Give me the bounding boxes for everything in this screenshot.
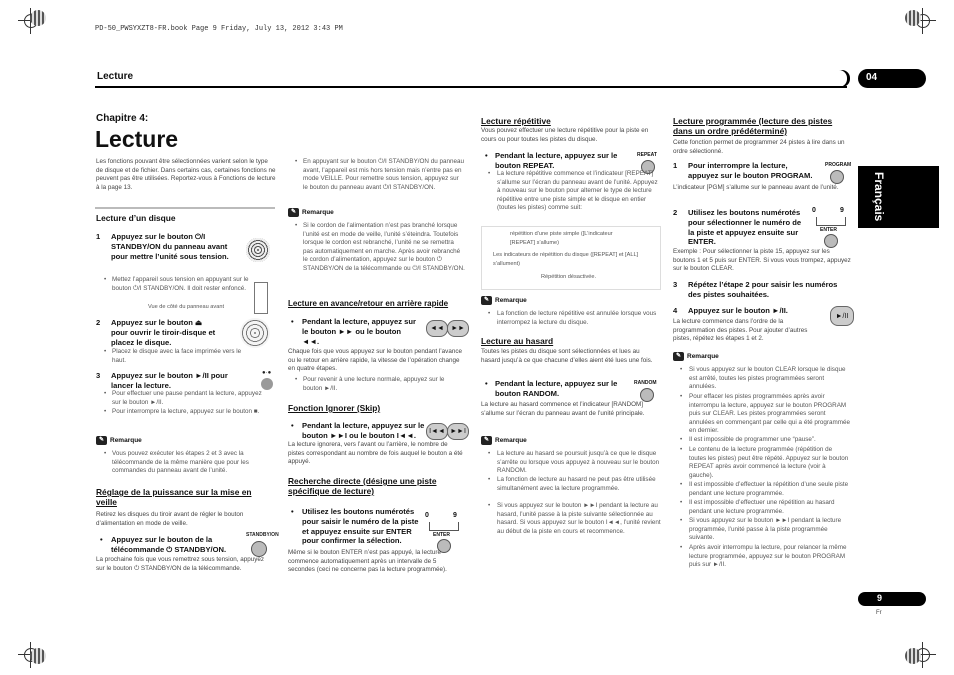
random-note2: La fonction de lecture au hasard ne peut pas être utilisée simultanément avec la lecture programmée.	[497, 476, 656, 492]
random-note1: La lecture au hasard se poursuit jusqu’à ce que le disque s’arrête ou lorsque vous appuyez à nouveau sur le bouton RANDOM.	[497, 450, 660, 475]
program-step1: Pour interrompre la lecture, appuyez sur le bouton PROGRAM.	[688, 161, 813, 180]
book-header: PD-50_PWSYXZT8-FR.book Page 9 Friday, July 13, 2012 3:43 PM	[95, 25, 343, 33]
flow-step3: Répétition désactivée.	[541, 274, 597, 280]
skip-text: La lecture ignorera, vers l’avant ou l’arrière, le nombre de pistes correspondant au nombre de fois auquel le bouton a été appuyé.	[288, 441, 463, 466]
note-icon: ✎	[481, 296, 492, 305]
page-number: 9	[877, 593, 883, 603]
disc-tray-icon	[240, 318, 270, 348]
program-note8: Après avoir interrompu la lecture, pour relancer la même lecture programmée, appuyez sur le bouton PROGRAM puis sur ►/II.	[689, 544, 847, 569]
side-view-caption: Vue de côté du panneau avant	[148, 304, 224, 310]
registration-mark-icon	[30, 648, 46, 664]
note-heading: ✎ Remarque	[288, 208, 334, 217]
program-note4: Le contenu de la lecture programmée (répétition de toutes les pistes) peut être répété. Appuyez sur le bouton REPEAT après avoir commencé la lecture (voir à gauche).	[689, 446, 849, 479]
note-heading: ✎ Remarque	[96, 436, 142, 445]
step1: Appuyez sur le bouton ⏻/I STANDBY/ON du panneau avant pour mettre l’unité sous tension.	[111, 232, 229, 261]
next-track-icon: ►►I	[447, 423, 469, 440]
repeat-note1: La fonction de lecture répétitive est annulée lorsque vous interrompez la lecture du disque.	[497, 310, 657, 326]
enter-button-icon	[824, 234, 838, 248]
registration-mark-icon	[30, 10, 46, 26]
play-pause-button-icon: ►/II	[830, 306, 854, 326]
program-step4-text: La lecture commence dans l’ordre de la programmation des pistes. Pour ajouter d’autres pistes, répétez les étapes 1 et 2.	[673, 318, 808, 343]
step2: Appuyez sur le bouton ⏏ pour ouvrir le tiroir-disque et placez le disque.	[111, 318, 216, 347]
s2-title: Réglage de la puissance sur la mise en veille	[96, 487, 252, 507]
random-note3: Si vous appuyez sur le bouton ►►I pendant la lecture au hasard, l’unité passe à la piste suivante sélectionnée au hasard. Si vous appuyez sur le bouton I◄◄, l’unité revient au début de la piste en cours et recommence.	[497, 502, 661, 535]
s2-text: Retirez les disques du tiroir avant de régler le bouton d’alimentation en mode de veille.	[96, 511, 244, 527]
ff-text: Chaque fois que vous appuyez sur le bouton pendant l’avance ou le retour en arrière rapide, la vitesse de l’opération change en quatre étapes.	[288, 348, 462, 373]
registration-mark-icon	[905, 648, 921, 664]
program-note7: Si vous appuyez sur le bouton ►►I pendant la lecture programmée, l’unité passe à la piste programmée suivante.	[689, 517, 842, 542]
random-text2: La lecture au hasard commence et l’indicateur [RANDOM] s’allume sur l’écran du panneau avant de l’unité principale.	[481, 401, 645, 417]
program-text: Cette fonction permet de programmer 24 pistes à lire dans un ordre sélectionné.	[673, 139, 845, 155]
random-text: Toutes les pistes du disque sont sélectionnées et lues au hasard jusqu’à ce que chacune d’elles aient été lues une fois.	[481, 348, 653, 364]
note-icon: ✎	[96, 436, 107, 445]
section-title: Lecture	[97, 71, 134, 82]
manual-page: PD-50_PWSYXZT8-FR.book Page 9 Friday, July 13, 2012 3:43 PM Lecture 04 Français 9 Fr Chapitre 4: Lecture Les fonctions pouvant être sélectionnées varient selon le type de disque et de fichier. Dans certains cas, certaines fonctions ne peuvent pas être utilisées. Reportez-vous à Fonctions de lecture à la page 13. Lecture d’un disque 1 Appuyez sur le bouton ⏻/I STANDBY/ON du panneau avant pour mettre l’unité sous tension. • Mettez l’appareil sous tension en appuyant sur le bouton ⏻/I STANDBY/ON. Il doit rester enfoncé. Vue de côté du panneau avant 2 Appuyez sur le bouton ⏏ pour ouvrir le tiroir-disque et placez le disque. • Placez le disque avec la face imprimée vers le haut. 3 Appuyez sur le bouton ►/II pour lancer la lecture. ●·● • Pour effectuer une pause pendant la lecture, appuyez sur le bouton ►/II. • Pour interrompre la lecture, appuyez sur le bouton ■. ✎ Remarque • Vous pouvez exécuter les étapes 2 et 3 avec la télécommande de la même manière que pour les commandes du panneau avant de l’unité. Réglage de la puissance sur la mise en veille Retirez les disques du tiroir avant de régler le bouton d’alimentation en mode de veille. • Appuyez sur le bouton de la télécommande ⏻ STANDBY/ON. STANDBY/ON La prochaine fois que vous remettrez sous tension, appuyez sur le bouton ⏻ STANDBY/ON de la télécommande. • En appuyant sur le bouton ⏻/I STANDBY/ON du panneau avant, l’appareil est mis hors tension mais n’entre pas en mode VEILLE. Pour remettre sous tension, appuyez sur le bouton du panneau avant ⏻/I STANDBY/ON. ✎ Remarque • Si le cordon de l’alimentation n’est pas branché lorsque l’unité est en mode de veille, l’unité s’éteindra. Toutefois lorsque le cordon est rebranché, l’unité ne se remettra pas automatiquement en marche. Après avoir rebranché le cordon d’alimentation, appuyez sur le bouton ⏻ STANDBY/ON de la télécommande ou ⏻/I STANDBY/ON. Lecture en avance/retour en arrière rapide • Pendant la lecture, appuyez sur le bouton ►► ou le bouton ◄◄. ◄◄ ►► Chaque fois que vous appuyez sur le bouton pendant l’avance ou le retour en arrière rapide, la vitesse de l’opération change en quatre étapes. • Pour revenir à une lecture normale, appuyez sur le bouton ►/II. Fonction Ignorer (Skip) • Pendant la lecture, appuyez sur le bouton ►►I ou le bouton I◄◄. I◄◄ ►►I La lecture ignorera, vers l’avant ou l’arrière, le nombre de pistes correspondant au nombre de fois auquel le bouton a été appuyé. Recherche directe (désigne une piste spécifique de lecture) • Utilisez les boutons numérotés pour saisir le numéro de la piste et appuyez ensuite sur ENTER pour confirmer la sélection. 0 9 ENTER Même si le bouton ENTER n’est pas appuyé, la lecture commence automatiquement après un intervalle de 5 secondes (ceci ne concerne pas la lecture programmée). Lecture répétitive Vous pouvez effectuer une lecture répétitive pour la piste en cours ou pour toutes les pistes du disque. • Pendant la lecture, appuyez sur le bouton REPEAT. REPEAT • La lecture répétitive commence et l’indicateur [REPEAT] s’allume sur l’écran du panneau avant de l’unité. Appuyez à nouveau sur le bouton pour alterner le type de lecture répétitive entre une piste simple et le disque en entier (toutes les pistes) comme suit: répétition d’une piste simple ([L’indicateur [REPEAT] s’allume) Les indicateurs de répétition du disque ([REPEAT] et [ALL] s’allument) Répétition désactivée. ✎ Remarque • La fonction de lecture répétitive est annulée lorsque vous interrompez la lecture du disque. Lecture au hasard Toutes les pistes du disque sont sélectionnées et lues au hasard jusqu’à ce que chacune d’elles aient été lues une fois. • Pendant la lecture, appuyez sur le bouton RANDOM. RANDOM La lecture au hasard commence et l’indicateur [RANDOM] s’allume sur l’écran du panneau avant de l’unité principale. ✎ Remarque • La lecture au hasard se poursuit jusqu’à ce que le disque s’arrête ou lorsque vous appuyez à nouveau sur le bouton RANDOM. • La fonction de lecture au hasard ne peut pas être utilisée simultanément avec la lecture programmée. • Si vous appuyez sur le bouton ►►I pendant la lecture au hasard, l’unité passe à la piste suivante sélectionnée au hasard. Si vous appuyez sur le bouton I◄◄, l’unité revient au début de la piste en cours et recommence. Lecture programmée (lecture des pistes dans un ordre prédéterminé) Cette fonction permet de programmer 24 pistes à lire dans un ordre sélectionné. 1 Pour interrompre la lecture, appuyez sur le bouton PROGRAM. PROGRAM L’indicateur [PGM] s’allume sur le panneau avant de l’unité. 2 Utilisez les boutons numérotés pour sélectionner le numéro de la piste et appuyez ensuite sur ENTER. 0 9 ENTER Exemple : Pour sélectionner la piste 15, appuyez sur les boutons 1 et 5 puis sur ENTER. Si vous vous trompez, appuyez sur le bouton CLEAR. 3 Répétez l’étape 2 pour saisir les numéros des pistes souhaitées. 4 Appuyez sur le bouton ►/II. ►/II La lecture commence dans l’ordre de la programmation des pistes. Pour ajouter d’autres pistes, répétez les étapes 1 et 2. ✎ Remarque • Si vous appuyez sur le bouton CLEAR lorsque le disque est arrêté, toutes les pistes programmées seront annulées. • Pour effacer les pistes programmées après avoir interrompu la lecture, appuyez sur le bouton PROGRAM puis sur CLEAR. Les pistes programmées seront annulées en commençant par celle qui a été programmée en dernier. • Il est impossible de programmer une “pause”. • Le contenu de la lecture programmée (répétition de toutes les pistes) peut être répété. Appuyez sur le bouton REPEAT après avoir commencé la lecture (voir à gauche). • Il est impossible d’effectuer la répétition d’une seule piste pendant une lecture programmée. • Il est impossible d’effectuer une répétition au hasard pendant une lecture programmée. • Si vous appuyez sur le bouton ►►I pendant la lecture programmée, l’unité passe à la piste programmée suivante. • Après avoir interrompu la lecture, pour relancer la même lecture programmée, appuyez sur le bouton PROGRAM puis sur ►/II.	[0, 0, 954, 675]
note-icon: ✎	[288, 208, 299, 217]
language-tab: Français	[858, 166, 939, 228]
step3-bullet2: Pour interrompre la lecture, appuyez sur le bouton ■.	[112, 408, 260, 415]
flow-step1: répétition d’une piste simple ([L’indicateur [REPEAT] s’allume)	[510, 231, 613, 246]
direct-bullet: Utilisez les boutons numérotés pour saisir le numéro de la piste et appuyez ensuite sur ENTER pour confirmer la sélection.	[302, 507, 419, 546]
program-note6: Il est impossible d’effectuer une répétition au hasard pendant une lecture programmée.	[689, 499, 835, 515]
step3-bullet1: Pour effectuer une pause pendant la lecture, appuyez sur le bouton ►/II.	[112, 390, 262, 406]
note1-text: Vous pouvez exécuter les étapes 2 et 3 avec la télécommande de la même manière que pour les commandes du panneau avant de l’unité.	[112, 450, 249, 475]
c2-note1: Si le cordon de l’alimentation n’est pas branché lorsque l’unité est en mode de veille, l’unité s’éteindra. Toutefois lorsque le cordon est rebranché, l’unité ne se remettra pas automatiquement en marche. Après avoir rebranché le cordon d’alimentation, appuyez sur le bouton ⏻ STANDBY/ON de la télécommande ou ⏻/I STANDBY/ON.	[303, 222, 465, 272]
program-title: Lecture programmée (lecture des pistes dans un ordre prédéterminé)	[673, 116, 833, 136]
note-heading: ✎ Remarque	[673, 352, 719, 361]
program-step3: Répétez l’étape 2 pour saisir les numéros des pistes souhaitées.	[688, 280, 838, 299]
direct-text: Même si le bouton ENTER n’est pas appuyé, la lecture commence automatiquement après un intervalle de 5 secondes (ceci ne concerne pas la lecture programmée).	[288, 549, 447, 574]
repeat-bullet: Pendant la lecture, appuyez sur le bouton REPEAT.	[495, 151, 618, 170]
previous-track-icon: I◄◄	[426, 423, 448, 440]
step2-bullet: Placez le disque avec la face imprimée vers le haut.	[112, 348, 242, 364]
program-button-icon	[830, 170, 844, 184]
note-icon: ✎	[481, 436, 492, 445]
program-step1-text: L’indicateur [PGM] s’allume sur le panneau avant de l’unité.	[673, 184, 839, 191]
language-code: Fr	[876, 610, 882, 616]
c2-bullet1: En appuyant sur le bouton ⏻/I STANDBY/ON du panneau avant, l’appareil est mis hors tension mais n’entre pas en mode VEILLE. Pour remettre sous tension, appuyez sur le bouton du panneau avant ⏻/I STANDBY/ON.	[303, 158, 464, 191]
s2-text2: La prochaine fois que vous remettrez sous tension, appuyez sur le bouton ⏻ STANDBY/ON de la télécommande.	[96, 556, 265, 572]
random-button-icon	[640, 388, 654, 402]
program-note1: Si vous appuyez sur le bouton CLEAR lorsque le disque est arrêté, toutes les pistes programmées seront annulées.	[689, 366, 846, 391]
repeat-sub: La lecture répétitive commence et l’indicateur [REPEAT] s’allume sur l’écran du panneau avant de l’unité. Appuyez à nouveau sur le bouton pour alterner le type de lecture répétitive entre une piste simple et le disque en entier (toutes les pistes) comme suit:	[497, 170, 658, 212]
random-bullet: Pendant la lecture, appuyez sur le bouton RANDOM.	[495, 379, 618, 398]
play-pause-icon	[261, 378, 273, 390]
rewind-icon: ◄◄	[426, 320, 448, 337]
repeat-title: Lecture répétitive	[481, 116, 551, 126]
s1-title: Lecture d’un disque	[96, 213, 176, 223]
flow-step2: Les indicateurs de répétition du disque ([REPEAT] et [ALL] s’allument)	[493, 252, 639, 267]
ff-bullet: Pendant la lecture, appuyez sur le bouton ►► ou le bouton ◄◄.	[302, 317, 416, 346]
side-panel-icon	[254, 282, 268, 314]
program-note2: Pour effacer les pistes programmées après avoir interrompu la lecture, appuyez sur le bouton PROGRAM puis sur CLEAR. Les pistes programmées seront annulées en commençant par celle qui a été programmée en dernier.	[689, 393, 851, 435]
program-note5: Il est impossible d’effectuer la répétition d’une seule piste pendant une lecture programmée.	[689, 481, 849, 497]
s2-bullet: Appuyez sur le bouton de la télécommande ⏻ STANDBY/ON.	[111, 535, 227, 554]
skip-bullet: Pendant la lecture, appuyez sur le bouton ►►I ou le bouton I◄◄.	[302, 421, 425, 440]
ff-title: Lecture en avance/retour en arrière rapide	[288, 299, 449, 308]
note-icon: ✎	[673, 352, 684, 361]
intro-text: Les fonctions pouvant être sélectionnées varient selon le type de disque et de fichier. Dans certains cas, certaines fonctions ne peuvent pas être utilisées. Reportez-vous à Fonctions de lecture à la page 13.	[96, 158, 276, 191]
direct-title: Recherche directe (désigne une piste spécifique de lecture)	[288, 476, 437, 496]
step3: Appuyez sur le bouton ►/II pour lancer la lecture.	[111, 371, 228, 390]
repeat-text: Vous pouvez effectuer une lecture répétitive pour la piste en cours ou pour toutes les pistes du disque.	[481, 127, 649, 143]
ff-sub: Pour revenir à une lecture normale, appuyez sur le bouton ►/II.	[303, 376, 445, 392]
note-heading: ✎ Remarque	[481, 296, 527, 305]
step1-bullet: Mettez l’appareil sous tension en appuyant sur le bouton ⏻/I STANDBY/ON. Il doit rester enfoncé.	[112, 276, 249, 292]
program-step2: Utilisez les boutons numérotés pour sélectionner le numéro de la piste et appuyez ensuite sur ENTER.	[688, 208, 802, 247]
fast-forward-icon: ►►	[447, 320, 469, 337]
standby-button-icon	[251, 541, 267, 557]
registration-mark-icon	[905, 10, 921, 26]
skip-title: Fonction Ignorer (Skip)	[288, 403, 381, 413]
power-button-icon	[246, 238, 270, 262]
random-title: Lecture au hasard	[481, 336, 554, 346]
program-step4: Appuyez sur le bouton ►/II.	[688, 306, 788, 315]
chapter-number: 04	[866, 72, 878, 83]
note-heading: ✎ Remarque	[481, 436, 527, 445]
chapter-label: Chapitre 4:	[96, 113, 149, 124]
page-title: Lecture	[95, 126, 179, 152]
program-step2-text: Exemple : Pour sélectionner la piste 15, appuyez sur les boutons 1 et 5 puis sur ENTER. Si vous vous trompez, appuyez sur le bouton CLEAR.	[673, 248, 851, 273]
program-note3: Il est impossible de programmer une “pause”.	[689, 436, 816, 443]
